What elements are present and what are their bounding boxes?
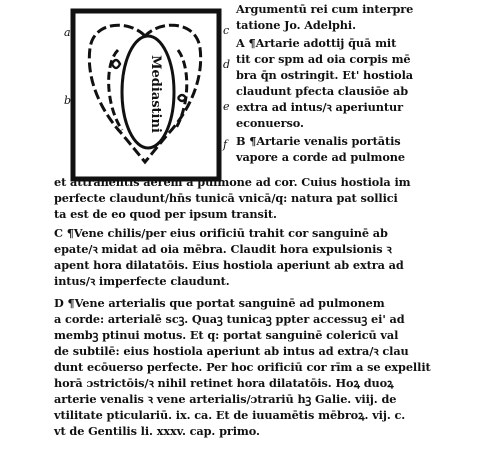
para-a-line: claudunt pfecta clausiōe ab [236, 84, 409, 98]
para-d-line: dunt ecōuerso perfecte. Per hoc orificiū cor rīm a se expellit [54, 360, 431, 374]
heart-diagram [60, 6, 230, 188]
para-c-line: apent hora dilatatōis. Eius hostiola aperiunt ab extra ad [54, 258, 404, 272]
label-e: e [223, 100, 230, 113]
para-a-line: tit cor spm ad oia corpis mē [236, 52, 411, 66]
vessel-mark-right [178, 95, 186, 101]
para-a-line: A ¶Artarie adottij q̄uā mit [236, 36, 397, 50]
mediastini-label: Mediastini [148, 55, 163, 133]
para-b-line: ta est de eo quod per ipsum transit. [54, 207, 277, 221]
para-d-line: de subtilē: eius hostiola aperiunt ab intus ad extra/ꝛ clau [54, 344, 409, 358]
para-c-line: C ¶Vene chilis/per eius orificiū trahit cor sanguinē ab [54, 226, 388, 240]
para-a-line: bra q̄n ostringit. Et' hostiola [236, 68, 413, 82]
para-c-line: epate/ꝛ mi̇dat ad oia mēbra. Claudit hora expulsionis ꝛ [54, 242, 392, 256]
para-c-line: intus/ꝛ imperfecte claudunt. [54, 274, 230, 288]
para-d-line: horā ɔstrictōis/ꝛ nihil retinet hora dilatatōis. Hoꝝ duoꝝ [54, 376, 394, 390]
label-c: c [223, 24, 230, 37]
label-b: b [64, 94, 72, 107]
para-d-line: vtilitate pticulariū. ix. ca. Et de iuuamētis mēbroꝝ. vij. c. [54, 408, 406, 422]
label-a: a [64, 26, 71, 39]
para-b-line: vapore a corde ad pulmone [236, 150, 405, 164]
label-d: d [223, 58, 230, 71]
para-d-line: D ¶Vene arterialis que portat sanguinē ad pulmonem [54, 296, 385, 310]
heart-outer-outline [89, 25, 200, 162]
heading-line: Argumentū rei cum interpre [236, 2, 414, 16]
para-d-line: membꝫ ptinui motus. Et q: portat sanguinē colericū val [54, 328, 399, 342]
para-d-line: arterie venalis ꝛ vene arterialis/ɔtrariū hꝫ Galie. viij. de [54, 392, 397, 406]
para-b-line: et attrahentis aerem a pulmone ad cor. Cuius hostiola im [54, 175, 411, 189]
para-a-line: extra ad intus/ꝛ aperiuntur [236, 100, 403, 114]
para-a-line: econuerso. [236, 116, 304, 130]
label-f: f [223, 138, 228, 151]
para-d-line: a corde: arterialē scꝫ. Quaꝫ tunicaꝫ ppter accessuꝫ ei' ad [54, 312, 405, 326]
para-b-line: perfecte claudunt/hn̄s tunicā vnicā/q: natura pat sollici [54, 191, 398, 205]
para-d-line: vt de Gentilis li. xxxv. cap. primo. [54, 424, 260, 438]
vessel-mark-left [112, 60, 120, 68]
mediastinum-chamber [122, 36, 174, 148]
para-b-line: B ¶Artarie venalis portātis [236, 134, 401, 148]
heading-line: tatione Jo. Adelphi. [236, 18, 356, 32]
